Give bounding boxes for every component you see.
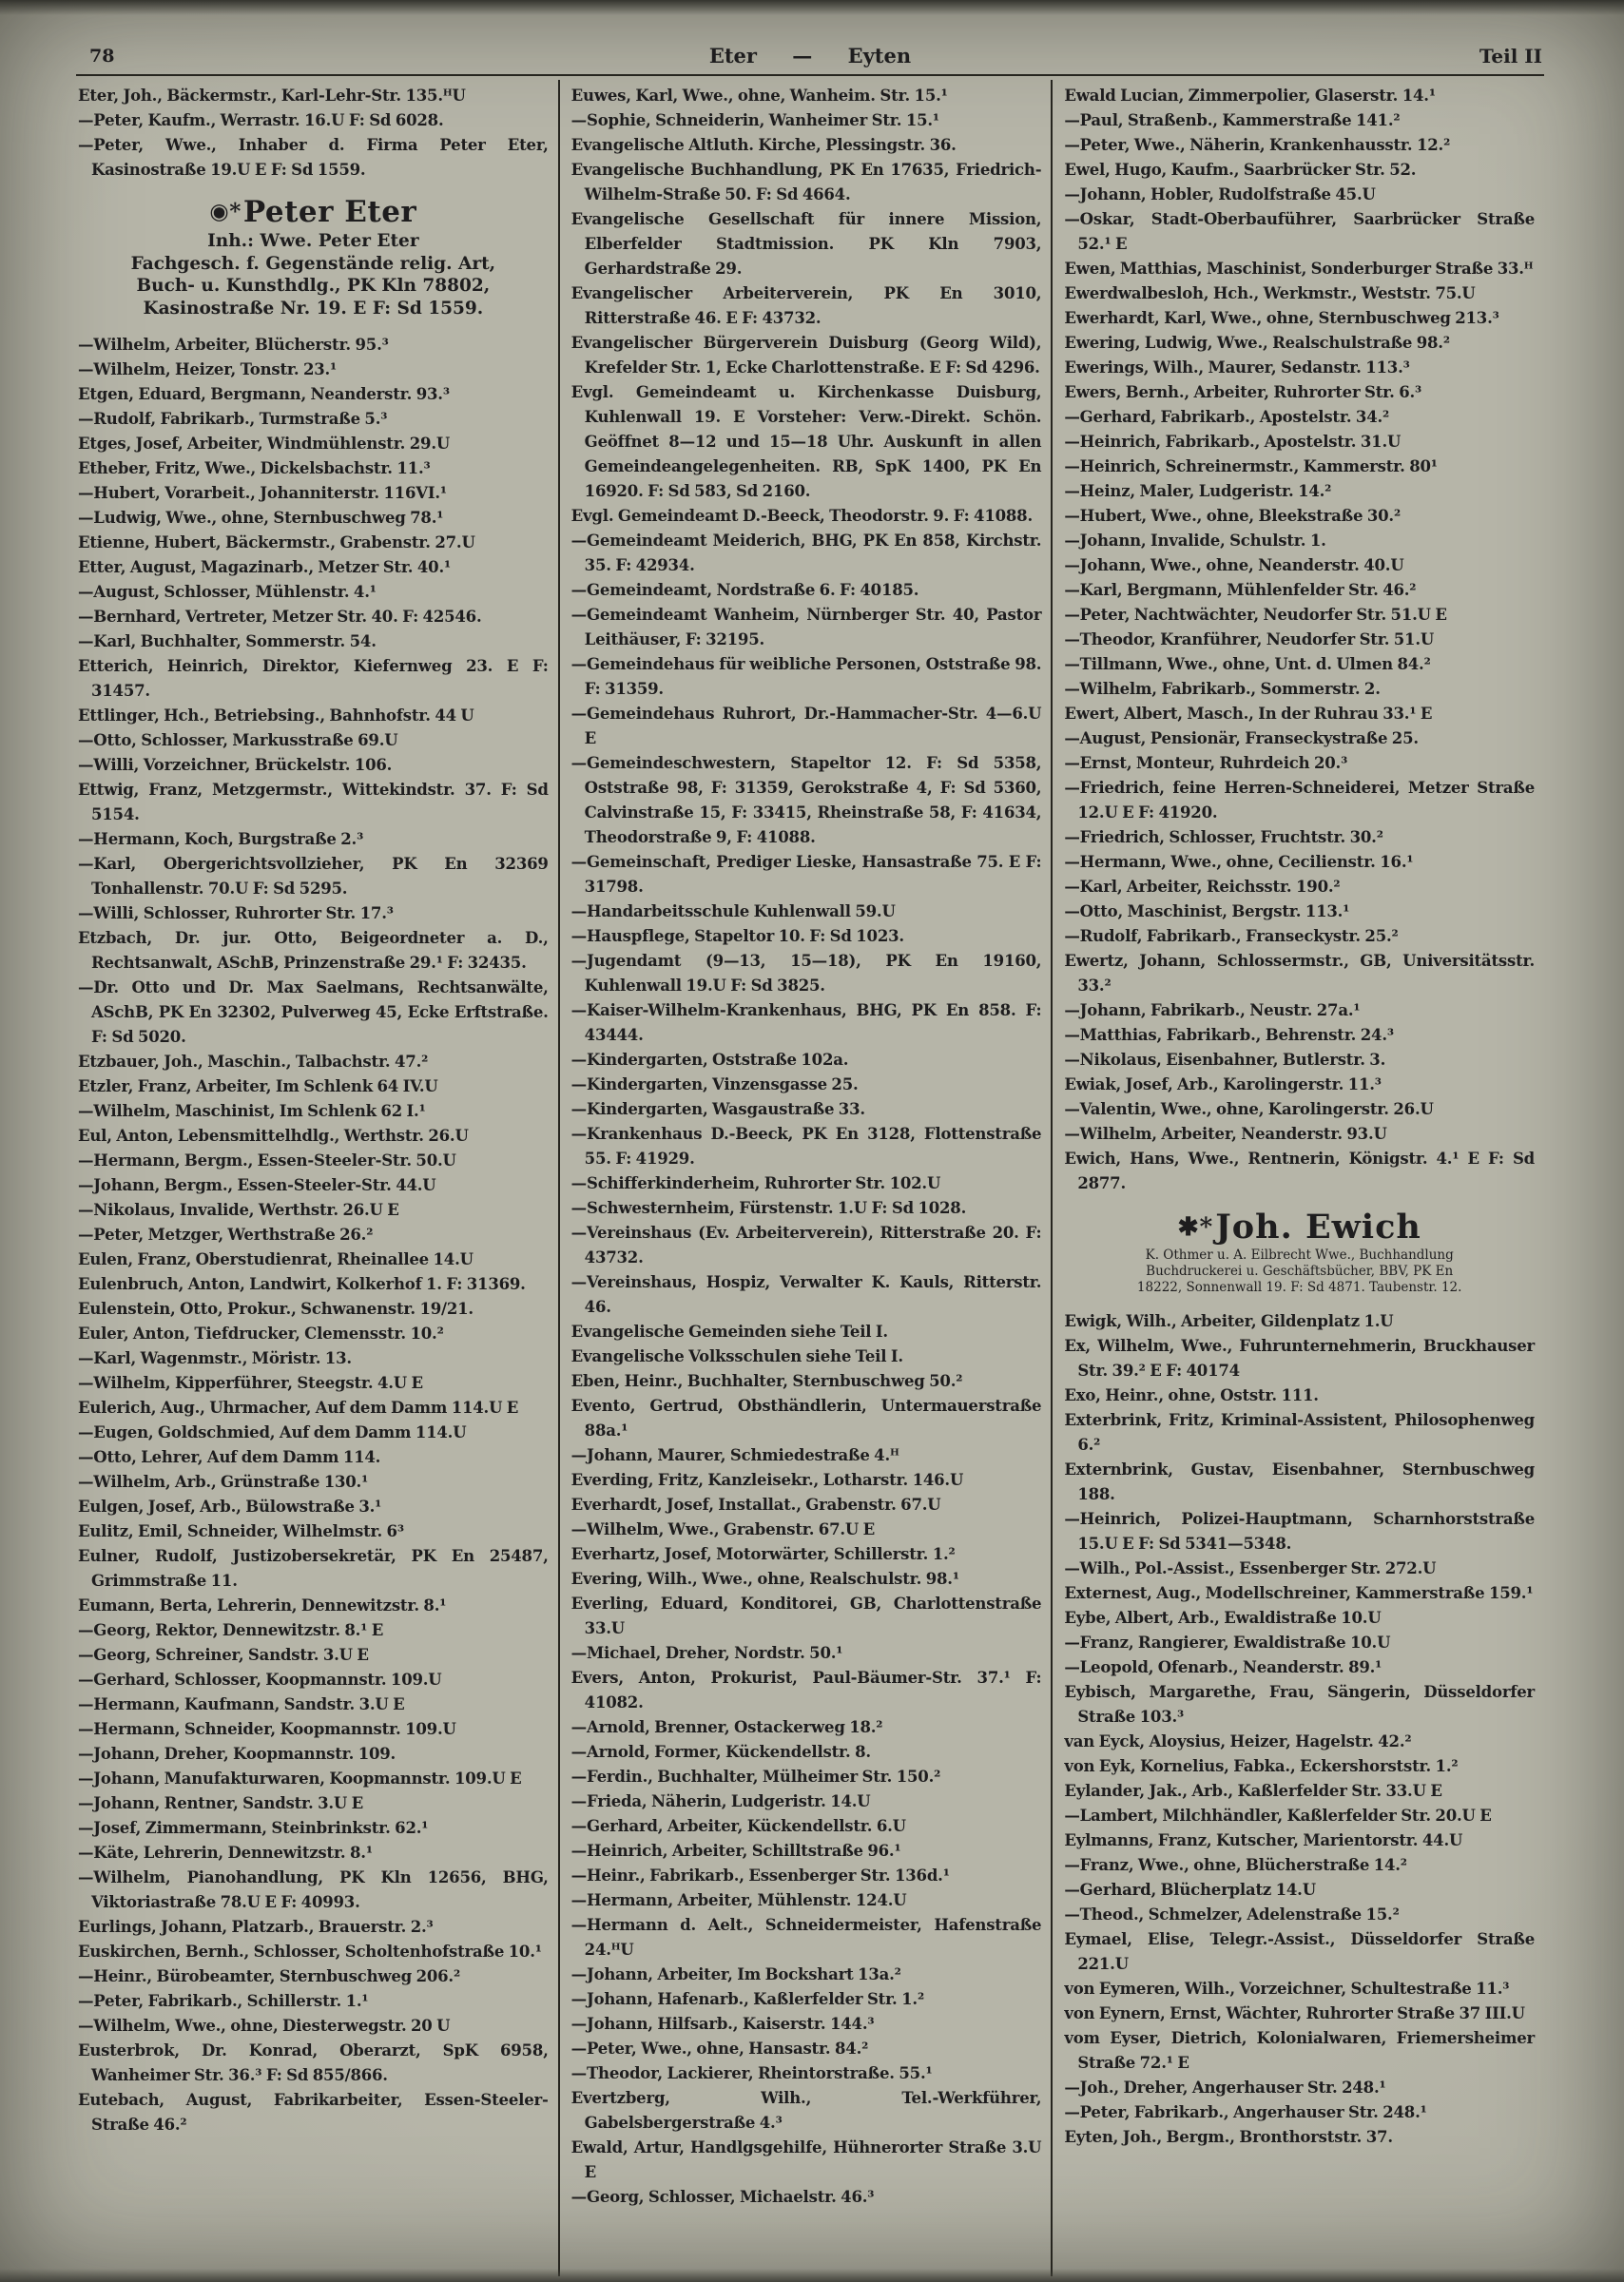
directory-entry: Eulenbruch, Anton, Landwirt, Kolkerhof 1. F: 31369.	[78, 1275, 526, 1294]
directory-entry: Etienne, Hubert, Bäckermstr., Grabenstr. 27.U	[78, 533, 475, 552]
publisher-mark-icon: ◉*	[209, 199, 242, 225]
directory-entry: —Johann, Hafenarb., Kaßlerfelder Str. 1.²	[570, 1990, 925, 2008]
directory-entry: —Peter, Nachtwächter, Neudorfer Str. 51.U E	[1064, 606, 1447, 624]
directory-entry: —Peter, Metzger, Werthstraße 26.²	[78, 1226, 374, 1245]
directory-entry: —Heinz, Maler, Ludgeristr. 14.²	[1064, 482, 1332, 500]
directory-entry: —Gemeindehaus Ruhrort, Dr.-Hammacher-Str. 4—6.U E	[570, 705, 1042, 747]
directory-entry: —Hubert, Vorarbeit., Johanniterstr. 116VI.¹	[78, 484, 447, 503]
directory-entry: Etzbauer, Joh., Maschin., Talbachstr. 47.²	[78, 1053, 429, 1072]
directory-entry: —Peter, Wwe., Inhaber d. Firma Peter Eter, Kasinostraße 19.U E F: Sd 1559.	[78, 136, 549, 179]
directory-entry: —Heinrich, Polizei-Hauptmann, Scharnhorststraße 15.U E F: Sd 5341—5348.	[1064, 1510, 1536, 1554]
directory-entry: —Peter, Fabrikarb., Schillerstr. 1.¹	[78, 1992, 369, 2011]
directory-entry: —Johann, Rentner, Sandstr. 3.U E	[78, 1794, 364, 1813]
directory-entry: —Hermann, Schneider, Koopmannstr. 109.U	[78, 1720, 456, 1739]
directory-entry: Etter, August, Magazinarb., Metzer Str. 40.¹	[78, 558, 452, 577]
advertisement-title	[82, 194, 545, 230]
directory-entry: —Valentin, Wwe., ohne, Karolingerstr. 26.U	[1064, 1100, 1434, 1118]
directory-entry: Ewering, Ludwig, Wwe., Realschulstraße 98.²	[1064, 334, 1450, 352]
directory-entry: —Willi, Vorzeichner, Brückelstr. 106.	[78, 756, 393, 775]
directory-entry: Ewerings, Wilh., Maurer, Sedanstr. 113.³	[1064, 358, 1410, 377]
directory-entry: —Arnold, Former, Kückendellstr. 8.	[570, 1743, 871, 1761]
directory-entry: Evers, Anton, Prokurist, Paul-Bäumer-Str. 37.¹ F: 41082.	[570, 1669, 1042, 1712]
directory-entry: —Frieda, Näherin, Ludgeristr. 14.U	[570, 1792, 871, 1810]
directory-entry: —Kindergarten, Wasgaustraße 33.	[570, 1100, 865, 1118]
directory-entry: —Johann, Arbeiter, Im Bockshart 13a.²	[570, 1965, 901, 1983]
directory-entry: —Franz, Rangierer, Ewaldistraße 10.U	[1064, 1634, 1391, 1653]
page-number: 78	[89, 46, 115, 67]
advertisement-name: Joh. Ewich	[1215, 1208, 1421, 1247]
directory-entry: Eusterbrok, Dr. Konrad, Oberarzt, SpK 6958, Wanheimer Str. 36.³ F: Sd 855/866.	[78, 2041, 549, 2085]
advertisement-line: Inh.: Wwe. Peter Eter	[207, 231, 419, 252]
directory-entry: —Michael, Dreher, Nordstr. 50.¹	[570, 1644, 843, 1662]
directory-entry: Ewertz, Johann, Schlossermstr., GB, Universitätsstr. 33.²	[1064, 952, 1536, 995]
directory-entry: —Johann, Invalide, Schulstr. 1.	[1064, 532, 1326, 550]
advertisement	[82, 194, 545, 319]
directory-entry: —Hermann, Arbeiter, Mühlenstr. 124.U	[570, 1891, 907, 1909]
directory-entry: von Eymeren, Wilh., Vorzeichner, Schultestraße 11.³	[1064, 1980, 1510, 1999]
directory-entry: —Krankenhaus D.-Beeck, PK En 3128, Flottenstraße 55. F: 41929.	[570, 1125, 1042, 1168]
directory-entry: —Nikolaus, Invalide, Werthstr. 26.U E	[78, 1201, 399, 1220]
directory-entry: —Franz, Wwe., ohne, Blücherstraße 14.²	[1064, 1856, 1407, 1875]
directory-entry: —Georg, Schreiner, Sandstr. 3.U E	[78, 1646, 369, 1665]
advertisement-line: 18222, Sonnenwall 19. F: Sd 4871. Taubenstr. 12.	[1136, 1280, 1462, 1296]
directory-entry: —Matthias, Fabrikarb., Behrenstr. 24.³	[1064, 1026, 1394, 1044]
directory-entry: —Willi, Schlosser, Ruhrorter Str. 17.³	[78, 904, 394, 923]
directory-entry: Eul, Anton, Lebensmittelhdlg., Werthstr. 26.U	[78, 1127, 469, 1146]
directory-entry: —Vereinshaus (Ev. Arbeiterverein), Ritterstraße 20. F: 43732.	[570, 1224, 1042, 1267]
directory-entry: Ewerdwalbesloh, Hch., Werkmstr., Weststr. 75.U	[1064, 284, 1476, 302]
directory-entry: Ewich, Hans, Wwe., Rentnerin, Königstr. 4.¹ E F: Sd 2877.	[1064, 1150, 1536, 1192]
directory-entry: —Wilhelm, Arb., Grünstraße 130.¹	[78, 1473, 369, 1492]
directory-entry: —August, Pensionär, Franseckystraße 25.	[1064, 729, 1419, 747]
directory-entry: —Schwesternheim, Fürstenstr. 1.U F: Sd 1028.	[570, 1199, 967, 1217]
directory-entry: —Gemeinschaft, Prediger Lieske, Hansastraße 75. E F: 31798.	[570, 853, 1042, 896]
directory-entry: —Otto, Maschinist, Bergstr. 113.¹	[1064, 902, 1350, 920]
directory-entry: Evgl. Gemeindeamt u. Kirchenkasse Duisburg, Kuhlenwall 19. E Vorsteher: Verw.-Direkt. Schön. Geöffnet 8—12 und 15—18 Uhr. Auskunft in allen Gemeindeangelegenheiten. RB, SpK 1400, PK En 16920. F: Sd 583, Sd 2160.	[570, 383, 1042, 500]
directory-entry: —Theodor, Kranführer, Neudorfer Str. 51.U	[1064, 630, 1435, 648]
directory-entry: Evangelische Gesellschaft für innere Mission, Elberfelder Stadtmission. PK Kln 7903, Gerhardstraße 29.	[570, 210, 1042, 278]
directory-entry: —Rudolf, Fabrikarb., Turmstraße 5.³	[78, 410, 388, 429]
directory-entry: Evangelischer Bürgerverein Duisburg (Georg Wild), Krefelder Str. 1, Ecke Charlottenstraße. E F: Sd 4296.	[570, 334, 1042, 377]
directory-entry: —Oskar, Stadt-Oberbauführer, Saarbrücker Straße 52.¹ E	[1064, 210, 1536, 253]
directory-entry: —Johann, Maurer, Schmiedestraße 4.ᴴ	[570, 1446, 899, 1464]
directory-entry: —Hauspflege, Stapeltor 10. F: Sd 1023.	[570, 927, 904, 945]
directory-entry: —Wilhelm, Wwe., ohne, Diesterwegstr. 20 U	[78, 2017, 451, 2036]
directory-entry: —Georg, Schlosser, Michaelstr. 46.³	[570, 2188, 875, 2206]
directory-entry: —Wilhelm, Pianohandlung, PK Kln 12656, BHG, Viktoriastraße 78.U E F: 40993.	[78, 1868, 549, 1912]
directory-entry: Eulerich, Aug., Uhrmacher, Auf dem Damm 114.U E	[78, 1399, 519, 1418]
directory-entry: Eter, Joh., Bäckermstr., Karl-Lehr-Str. 135.ᴴU	[78, 87, 466, 105]
column-1	[76, 80, 558, 2276]
directory-entry: —Bernhard, Vertreter, Metzer Str. 40. F: 42546.	[78, 608, 482, 627]
directory-entry: —Heinrich, Arbeiter, Schilltstraße 96.¹	[570, 1842, 901, 1860]
directory-entry: Etterich, Heinrich, Direktor, Kiefernweg 23. E F: 31457.	[78, 657, 549, 701]
directory-entry: —Rudolf, Fabrikarb., Franseckystr. 25.²	[1064, 927, 1399, 945]
directory-entry: Evgl. Gemeindeamt D.-Beeck, Theodorstr. 9. F: 41088.	[570, 507, 1033, 525]
directory-entry: —Johann, Wwe., ohne, Neanderstr. 40.U	[1064, 556, 1404, 574]
directory-entry: Evangelische Buchhandlung, PK En 17635, Friedrich-Wilhelm-Straße 50. F: Sd 4664.	[570, 161, 1042, 203]
directory-entry: —Sophie, Schneiderin, Wanheimer Str. 15.¹	[570, 111, 939, 129]
directory-entry: —Gerhard, Schlosser, Koopmannstr. 109.U	[78, 1671, 442, 1690]
directory-entry: von Eynern, Ernst, Wächter, Ruhrorter Straße 37 III.U	[1064, 2004, 1525, 2023]
column-3	[1051, 80, 1544, 2276]
directory-entry: —Friedrich, feine Herren-Schneiderei, Metzer Straße 12.U E F: 41920.	[1064, 779, 1536, 822]
directory-entry: —Wilhelm, Heizer, Tonstr. 23.¹	[78, 360, 338, 379]
directory-entry: —Leopold, Ofenarb., Neanderstr. 89.¹	[1064, 1658, 1382, 1677]
directory-entry: —Arnold, Brenner, Ostackerweg 18.²	[570, 1718, 883, 1736]
directory-entry: —Ernst, Monteur, Ruhrdeich 20.³	[1064, 754, 1348, 772]
directory-entry: Ewigk, Wilh., Arbeiter, Gildenplatz 1.U	[1064, 1312, 1394, 1331]
directory-entry: —Johann, Hilfsarb., Kaiserstr. 144.³	[570, 2015, 875, 2033]
directory-entry: —Theod., Schmelzer, Adelenstraße 15.²	[1064, 1905, 1400, 1924]
directory-entry: Etgen, Eduard, Bergmann, Neanderstr. 93.³	[78, 385, 450, 404]
directory-entry: —Joh., Dreher, Angerhauser Str. 248.¹	[1064, 2079, 1386, 2098]
directory-entry: Eybisch, Margarethe, Frau, Sängerin, Düsseldorfer Straße 103.³	[1064, 1683, 1536, 1727]
directory-entry: Everding, Fritz, Kanzleisekr., Lotharstr. 146.U	[570, 1471, 964, 1489]
directory-entry: —Wilhelm, Fabrikarb., Sommerstr. 2.	[1064, 680, 1381, 698]
directory-entry: —Theodor, Lackierer, Rheintorstraße. 55.¹	[570, 2064, 933, 2082]
advertisement-line: Buchdruckerei u. Geschäftsbücher, BBV, PK En	[1146, 1264, 1454, 1280]
directory-entry: vom Eyser, Dietrich, Kolonialwaren, Friemersheimer Straße 72.¹ E	[1064, 2029, 1536, 2073]
advertisement-line: Fachgesch. f. Gegenstände relig. Art,	[130, 253, 496, 274]
directory-entry: —Hubert, Wwe., ohne, Bleekstraße 30.²	[1064, 507, 1401, 525]
directory-entry: Evertzberg, Wilh., Tel.-Werkführer, Gabelsbergerstraße 4.³	[570, 2089, 1042, 2132]
directory-entry: —August, Schlosser, Mühlenstr. 4.¹	[78, 583, 377, 602]
directory-entry: —Nikolaus, Eisenbahner, Butlerstr. 3.	[1064, 1051, 1386, 1069]
directory-entry: —Kindergarten, Oststraße 102a.	[570, 1051, 849, 1069]
directory-entry: —Gerhard, Arbeiter, Kückendellstr. 6.U	[570, 1817, 906, 1835]
directory-entry: Etges, Josef, Arbeiter, Windmühlenstr. 29.U	[78, 435, 451, 454]
directory-entry: —Paul, Straßenb., Kammerstraße 141.²	[1064, 111, 1401, 129]
directory-entry: —Gemeindeamt, Nordstraße 6. F: 40185.	[570, 581, 919, 599]
directory-entry: —Tillmann, Wwe., ohne, Unt. d. Ulmen 84.²	[1064, 655, 1431, 673]
directory-entry: —Georg, Rektor, Dennewitzstr. 8.¹ E	[78, 1621, 384, 1640]
advertisement-line: K. Othmer u. A. Eilbrecht Wwe., Buchhandlung	[1145, 1247, 1454, 1264]
directory-entry: Ewers, Bernh., Arbeiter, Ruhrorter Str. 6.³	[1064, 383, 1422, 401]
directory-entry: —Wilh., Pol.-Assist., Essenberger Str. 272.U	[1064, 1559, 1437, 1578]
directory-entry: Euskirchen, Bernh., Schlosser, Scholtenhofstraße 10.¹	[78, 1943, 542, 1962]
directory-entry: —Karl, Bergmann, Mühlenfelder Str. 46.²	[1064, 581, 1417, 599]
directory-entry: —Schifferkinderheim, Ruhrorter Str. 102.U	[570, 1174, 941, 1192]
directory-entry: —Karl, Obergerichtsvollzieher, PK En 32369 Tonhallenstr. 70.U F: Sd 5295.	[78, 855, 549, 899]
directory-entry: Evangelische Altluth. Kirche, Plessingstr. 36.	[570, 136, 957, 154]
directory-entry: —Handarbeitsschule Kuhlenwall 59.U	[570, 902, 896, 920]
directory-entry: Evangelische Gemeinden siehe Teil I.	[570, 1323, 888, 1341]
page-header	[76, 44, 1544, 76]
directory-entry: Eymael, Elise, Telegr.-Assist., Düsseldorfer Straße 221.U	[1064, 1930, 1536, 1974]
advertisement-line: Buch- u. Kunsthdlg., PK Kln 78802,	[136, 276, 491, 297]
directory-entry: —Kaiser-Wilhelm-Krankenhaus, BHG, PK En 858. F: 43444.	[570, 1001, 1042, 1044]
directory-entry: Eulenstein, Otto, Prokur., Schwanenstr. 19/21.	[78, 1300, 474, 1319]
directory-entry: Eurlings, Johann, Platzarb., Brauerstr. 2.³	[78, 1918, 434, 1937]
directory-entry: Exo, Heinr., ohne, Oststr. 111.	[1064, 1386, 1319, 1405]
directory-entry: —Peter, Wwe., ohne, Hansastr. 84.²	[570, 2040, 869, 2058]
directory-entry: Ewert, Albert, Masch., In der Ruhrau 33.¹ E	[1064, 705, 1433, 723]
directory-entry: Everhardt, Josef, Installat., Grabenstr. 67.U	[570, 1496, 941, 1514]
directory-entry: —Heinr., Fabrikarb., Essenberger Str. 136d.¹	[570, 1866, 950, 1885]
directory-entry: —Wilhelm, Arbeiter, Blücherstr. 95.³	[78, 336, 389, 355]
directory-entry: Everling, Eduard, Konditorei, GB, Charlottenstraße 33.U	[570, 1595, 1042, 1637]
directory-entry: —Ferdin., Buchhalter, Mülheimer Str. 150.²	[570, 1768, 941, 1786]
directory-columns	[76, 80, 1544, 2276]
directory-entry: Etheber, Fritz, Wwe., Dickelsbachstr. 11.³	[78, 459, 431, 478]
directory-entry: —Heinr., Bürobeamter, Sternbuschweg 206.²	[78, 1967, 460, 1986]
directory-entry: Externbrink, Gustav, Eisenbahner, Sternbuschweg 188.	[1064, 1460, 1536, 1504]
directory-entry: —Gemeindehaus für weibliche Personen, Oststraße 98. F: 31359.	[570, 655, 1042, 698]
directory-entry: Evangelische Volksschulen siehe Teil I.	[570, 1347, 903, 1365]
directory-entry: Eylmanns, Franz, Kutscher, Marientorstr. 44.U	[1064, 1831, 1463, 1850]
directory-entry: —Johann, Fabrikarb., Neustr. 27a.¹	[1064, 1001, 1361, 1019]
directory-entry: —Wilhelm, Wwe., Grabenstr. 67.U E	[570, 1520, 876, 1538]
directory-entry: —Otto, Schlosser, Markusstraße 69.U	[78, 731, 398, 750]
directory-entry: —Gerhard, Fabrikarb., Apostelstr. 34.²	[1064, 408, 1390, 426]
directory-entry: Eulgen, Josef, Arb., Bülowstraße 3.¹	[78, 1498, 382, 1517]
directory-entry: —Heinrich, Schreinermstr., Kammerstr. 80¹	[1064, 457, 1438, 475]
directory-entry: Euler, Anton, Tiefdrucker, Clemensstr. 10.²	[78, 1325, 444, 1344]
directory-entry: —Hermann, Wwe., ohne, Cecilienstr. 16.¹	[1064, 853, 1414, 871]
directory-entry: Etzler, Franz, Arbeiter, Im Schlenk 64 IV.U	[78, 1077, 438, 1096]
directory-entry: Everhartz, Josef, Motorwärter, Schillerstr. 1.²	[570, 1545, 956, 1563]
directory-entry: Euwes, Karl, Wwe., ohne, Wanheim. Str. 15.¹	[570, 87, 948, 105]
directory-entry: —Wilhelm, Kipperführer, Steegstr. 4.U E	[78, 1374, 423, 1393]
directory-entry: Eybe, Albert, Arb., Ewaldistraße 10.U	[1064, 1609, 1382, 1628]
directory-entry: —Johann, Manufakturwaren, Koopmannstr. 109.U E	[78, 1770, 522, 1789]
directory-entry: Evento, Gertrud, Obsthändlerin, Untermauerstraße 88a.¹	[570, 1397, 1042, 1440]
directory-entry: —Ludwig, Wwe., ohne, Sternbuschweg 78.¹	[78, 509, 444, 528]
running-head: Eter — Eyten	[708, 44, 912, 68]
directory-entry: Ex, Wilhelm, Wwe., Fuhrunternehmerin, Bruckhauser Str. 39.² E F: 40174	[1064, 1337, 1536, 1381]
directory-entry: —Lambert, Milchhändler, Kaßlerfelder Str. 20.U E	[1064, 1807, 1492, 1826]
directory-entry: —Gemeindeamt Meiderich, BHG, PK En 858, Kirchstr. 35. F: 42934.	[570, 532, 1042, 574]
directory-entry: Ewen, Matthias, Maschinist, Sonderburger Straße 33.ᴴ	[1064, 260, 1534, 278]
directory-entry: Ewald Lucian, Zimmerpolier, Glaserstr. 14.¹	[1064, 87, 1436, 105]
directory-entry: —Hermann, Kaufmann, Sandstr. 3.U E	[78, 1695, 405, 1714]
directory-entry: Ewerhardt, Karl, Wwe., ohne, Sternbuschweg 213.³	[1064, 309, 1499, 327]
directory-entry: Eutebach, August, Fabrikarbeiter, Essen-Steeler-Straße 46.²	[78, 2091, 549, 2135]
advertisement-title	[1068, 1208, 1531, 1247]
advertisement-name: Peter Eter	[242, 195, 417, 229]
directory-entry: Evering, Wilh., Wwe., ohne, Realschulstr. 98.¹	[570, 1570, 959, 1588]
directory-entry: —Käte, Lehrerin, Dennewitzstr. 8.¹	[78, 1844, 373, 1863]
directory-entry: Eyten, Joh., Bergm., Bronthorststr. 37.	[1064, 2128, 1393, 2147]
directory-entry: —Gemeindeschwestern, Stapeltor 12. F: Sd 5358, Oststraße 98, F: 31359, Gerokstraße 4, F: Sd 5360, Calvinstraße 15, F: 33415, Rheinstraße 58, F: 41634, Theodorstraße 9, F: 41088.	[570, 754, 1042, 846]
directory-entry: —Karl, Arbeiter, Reichsstr. 190.²	[1064, 878, 1341, 896]
directory-entry: —Friedrich, Schlosser, Fruchtstr. 30.²	[1064, 828, 1383, 846]
directory-entry: —Gemeindeamt Wanheim, Nürnberger Str. 40, Pastor Leithäuser, F: 32195.	[570, 606, 1042, 648]
directory-entry: Ewiak, Josef, Arb., Karolingerstr. 11.³	[1064, 1075, 1382, 1093]
directory-entry: —Peter, Fabrikarb., Angerhauser Str. 248.¹	[1064, 2103, 1427, 2122]
directory-entry: —Wilhelm, Maschinist, Im Schlenk 62 I.¹	[78, 1102, 426, 1121]
directory-entry: —Wilhelm, Arbeiter, Neanderstr. 93.U	[1064, 1125, 1387, 1143]
directory-entry: —Josef, Zimmermann, Steinbrinkstr. 62.¹	[78, 1819, 429, 1838]
directory-entry: Ewald, Artur, Handlgsgehilfe, Hühnerorter Straße 3.U E	[570, 2138, 1042, 2181]
directory-entry: van Eyck, Aloysius, Heizer, Hagelstr. 42.²	[1064, 1732, 1412, 1751]
directory-entry: Ettwig, Franz, Metzgermstr., Wittekindstr. 37. F: Sd 5154.	[78, 781, 549, 824]
directory-entry: —Johann, Bergm., Essen-Steeler-Str. 44.U	[78, 1176, 436, 1195]
directory-entry: —Peter, Kaufm., Werrastr. 16.U F: Sd 6028.	[78, 111, 444, 129]
directory-entry: —Gerhard, Blücherplatz 14.U	[1064, 1881, 1316, 1900]
directory-entry: —Jugendamt (9—13, 15—18), PK En 19160, Kuhlenwall 19.U F: Sd 3825.	[570, 952, 1042, 995]
directory-entry: Exterbrink, Fritz, Kriminal-Assistent, Philosophenweg 6.²	[1064, 1411, 1536, 1455]
directory-entry: Eumann, Berta, Lehrerin, Dennewitzstr. 8.¹	[78, 1596, 447, 1615]
directory-entry: —Hermann d. Aelt., Schneidermeister, Hafenstraße 24.ᴴU	[570, 1916, 1042, 1959]
column-2	[558, 80, 1052, 2276]
publisher-mark-icon: ✱*	[1177, 1212, 1214, 1242]
directory-entry: —Hermann, Bergm., Essen-Steeler-Str. 50.U	[78, 1151, 456, 1170]
part-label: Teil II	[1479, 45, 1542, 68]
directory-entry: —Otto, Lehrer, Auf dem Damm 114.	[78, 1448, 381, 1467]
directory-entry: —Peter, Wwe., Näherin, Krankenhausstr. 12.²	[1064, 136, 1451, 154]
advertisement-line: Kasinostraße Nr. 19. E F: Sd 1559.	[143, 298, 484, 319]
directory-entry: —Eugen, Goldschmied, Auf dem Damm 114.U	[78, 1423, 467, 1442]
directory-entry: Etzbach, Dr. jur. Otto, Beigeordneter a. D., Rechtsanwalt, ASchB, Prinzenstraße 29.¹ F: 32435.	[78, 929, 549, 973]
directory-entry: —Johann, Hobler, Rudolfstraße 45.U	[1064, 185, 1376, 203]
directory-entry: Eylander, Jak., Arb., Kaßlerfelder Str. 33.U E	[1064, 1782, 1442, 1801]
directory-entry: Eulner, Rudolf, Justizobersekretär, PK En 25487, Grimmstraße 11.	[78, 1547, 549, 1591]
directory-entry: Eulitz, Emil, Schneider, Wilhelmstr. 6³	[78, 1522, 404, 1541]
directory-entry: Eulen, Franz, Oberstudienrat, Rheinallee 14.U	[78, 1250, 474, 1269]
directory-entry: Eben, Heinr., Buchhalter, Sternbuschweg 50.²	[570, 1372, 963, 1390]
directory-entry: —Johann, Dreher, Koopmannstr. 109.	[78, 1745, 396, 1764]
directory-entry: —Hermann, Koch, Burgstraße 2.³	[78, 830, 364, 849]
directory-entry: —Dr. Otto und Dr. Max Saelmans, Rechtsanwälte, ASchB, PK En 32302, Pulverweg 45, Ecke Erftstraße. F: Sd 5020.	[78, 978, 549, 1047]
directory-entry: —Vereinshaus, Hospiz, Verwalter K. Kauls, Ritterstr. 46.	[570, 1273, 1042, 1316]
directory-entry: —Kindergarten, Vinzensgasse 25.	[570, 1075, 859, 1093]
directory-entry: Evangelischer Arbeiterverein, PK En 3010, Ritterstraße 46. E F: 43732.	[570, 284, 1042, 327]
directory-entry: —Karl, Buchhalter, Sommerstr. 54.	[78, 632, 377, 651]
directory-entry: —Heinrich, Fabrikarb., Apostelstr. 31.U	[1064, 433, 1402, 451]
advertisement	[1068, 1208, 1531, 1296]
directory-entry: —Karl, Wagenmstr., Möristr. 13.	[78, 1349, 352, 1368]
directory-entry: Externest, Aug., Modellschreiner, Kammerstraße 159.¹	[1064, 1584, 1534, 1603]
directory-entry: von Eyk, Kornelius, Fabka., Eckershorststr. 1.²	[1064, 1757, 1459, 1776]
directory-entry: Ettlinger, Hch., Betriebsing., Bahnhofstr. 44 U	[78, 706, 474, 725]
directory-entry: Ewel, Hugo, Kaufm., Saarbrücker Str. 52.	[1064, 161, 1417, 179]
